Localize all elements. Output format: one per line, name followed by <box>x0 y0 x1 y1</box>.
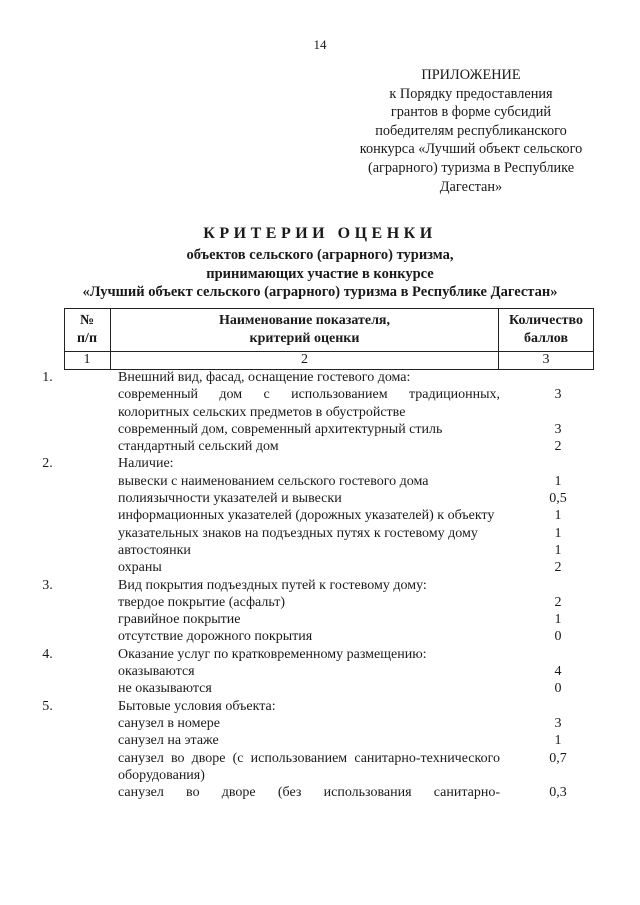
row-text: Вид покрытия подъездных путей к гостевому дому: <box>118 577 427 593</box>
row-points: 1 <box>554 733 562 749</box>
row-number <box>0 784 95 801</box>
criteria-row <box>0 438 640 455</box>
column-number: 2 <box>301 352 308 367</box>
criteria-row <box>0 577 640 594</box>
row-number: 5. <box>42 698 53 714</box>
row-number <box>0 663 95 680</box>
row-points <box>530 577 586 594</box>
criteria-row <box>0 386 640 421</box>
row-number <box>0 386 95 421</box>
criteria-row <box>0 784 640 801</box>
criteria-row <box>0 473 640 490</box>
row-text: современный дом с использованием традиционных, колоритных сельских предметов в обустройстве <box>118 387 500 420</box>
row-points: 0 <box>554 629 562 645</box>
appendix-line: ПРИЛОЖЕНИЕ <box>421 67 521 83</box>
criteria-row <box>0 525 640 542</box>
row-points: 3 <box>554 421 562 437</box>
row-number <box>0 559 95 576</box>
row-text: полиязычности указателей и вывески <box>118 491 342 507</box>
row-points: 1 <box>554 473 562 489</box>
row-points: 3 <box>554 387 562 403</box>
row-points: 0 <box>554 681 562 697</box>
row-text: охраны <box>118 560 162 576</box>
row-number <box>0 421 95 438</box>
row-number <box>0 750 95 785</box>
criteria-row <box>0 490 640 507</box>
row-number <box>0 542 95 559</box>
criteria-row <box>0 698 640 715</box>
row-text: современный дом, современный архитектурный стиль <box>118 421 443 437</box>
row-number: 4. <box>42 646 53 662</box>
row-number <box>0 680 95 697</box>
column-number: 3 <box>542 352 550 367</box>
table-border-top <box>64 308 594 309</box>
row-number <box>0 732 95 749</box>
header-score-line: Количество <box>508 313 584 328</box>
header-name-line: Наименование показателя, <box>218 313 391 328</box>
header-num <box>64 312 110 348</box>
row-points: 0,5 <box>549 491 567 507</box>
row-text: автостоянки <box>118 542 191 558</box>
appendix-line: (аграрного) туризма в Республике <box>367 159 575 176</box>
row-text: Наличие: <box>118 456 174 472</box>
appendix-line: победителям республиканского <box>375 122 567 139</box>
row-text: санузел во дворе (без использования санитарно- <box>118 785 500 801</box>
row-number <box>0 611 95 628</box>
row-text: санузел во дворе (с использованием санитарно-технического оборудования) <box>118 750 500 783</box>
row-number <box>0 715 95 732</box>
row-number <box>0 490 95 507</box>
row-text: санузел на этаже <box>118 733 219 749</box>
row-points: 0,7 <box>549 750 567 766</box>
header-name <box>111 312 498 348</box>
row-number <box>0 507 95 524</box>
row-points <box>530 646 586 663</box>
row-number: 3. <box>42 577 53 593</box>
table-header <box>64 308 594 370</box>
criteria-row <box>0 715 640 732</box>
row-text: санузел в номере <box>118 715 220 731</box>
row-text: твердое покрытие (асфальт) <box>118 594 285 610</box>
row-points <box>530 698 586 715</box>
appendix-line: конкурса «Лучший объект сельского <box>359 141 583 158</box>
row-points: 0,3 <box>549 785 567 801</box>
criteria-row <box>0 421 640 438</box>
header-score-line: баллов <box>523 331 569 346</box>
row-number: 1. <box>42 370 53 385</box>
row-number <box>0 525 95 542</box>
criteria-row <box>0 455 640 472</box>
criteria-row <box>0 559 640 576</box>
appendix-block <box>340 66 602 196</box>
criteria-list <box>0 369 640 801</box>
row-text: оказываются <box>118 664 195 680</box>
row-text: Оказание услуг по кратковременному размещению: <box>118 646 427 662</box>
row-points: 1 <box>554 508 562 524</box>
criteria-row <box>0 750 640 785</box>
appendix-line: грантов в форме субсидий <box>390 104 552 121</box>
title-line: объектов сельского (аграрного) туризма, <box>186 247 454 263</box>
row-text: вывески с наименованием сельского гостевого дома <box>118 473 429 489</box>
criteria-row <box>0 611 640 628</box>
criteria-row <box>0 594 640 611</box>
title-line: «Лучший объект сельского (аграрного) туризма в Республике Дагестан» <box>82 284 558 301</box>
header-score <box>499 312 593 348</box>
appendix-line: к Порядку предоставления <box>389 85 553 102</box>
row-points: 2 <box>554 560 562 576</box>
row-points <box>530 455 586 472</box>
criteria-row <box>0 680 640 697</box>
row-number <box>0 473 95 490</box>
row-points: 2 <box>554 439 562 455</box>
row-points <box>530 369 586 386</box>
row-points: 3 <box>554 715 562 731</box>
criteria-row <box>0 646 640 663</box>
criteria-row <box>0 663 640 680</box>
row-text: Бытовые условия объекта: <box>118 698 276 714</box>
row-points: 1 <box>554 612 562 628</box>
row-points: 4 <box>554 664 562 680</box>
row-text: не оказываются <box>118 681 212 697</box>
row-points: 2 <box>554 594 562 610</box>
header-num-line: № <box>79 313 95 328</box>
title-heading: КРИТЕРИИ ОЦЕНКИ <box>203 225 437 242</box>
criteria-row <box>0 369 640 386</box>
row-points: 1 <box>554 542 562 558</box>
document-title <box>0 224 640 302</box>
row-text: Внешний вид, фасад, оснащение гостевого дома: <box>118 370 411 385</box>
criteria-row <box>0 507 640 524</box>
row-number <box>0 628 95 645</box>
table-border-right <box>593 308 594 370</box>
criteria-row <box>0 542 640 559</box>
row-number <box>0 594 95 611</box>
page-number: 14 <box>313 37 327 52</box>
title-line: принимающих участие в конкурсе <box>206 265 434 282</box>
criteria-row <box>0 628 640 645</box>
row-number <box>0 438 95 455</box>
row-text: указательных знаков на подъездных путях к гостевому дому <box>118 525 478 541</box>
header-name-line: критерий оценки <box>249 331 360 346</box>
row-number: 2. <box>42 456 53 472</box>
row-text: информационных указателей (дорожных указателей) к объекту <box>118 508 495 524</box>
row-text: гравийное покрытие <box>118 612 241 628</box>
column-number: 1 <box>83 352 91 367</box>
row-points: 1 <box>554 525 562 541</box>
row-text: стандартный сельский дом <box>118 439 279 455</box>
header-num-line: п/п <box>76 331 98 346</box>
appendix-line: Дагестан» <box>439 178 503 195</box>
row-text: отсутствие дорожного покрытия <box>118 629 313 645</box>
criteria-row <box>0 732 640 749</box>
